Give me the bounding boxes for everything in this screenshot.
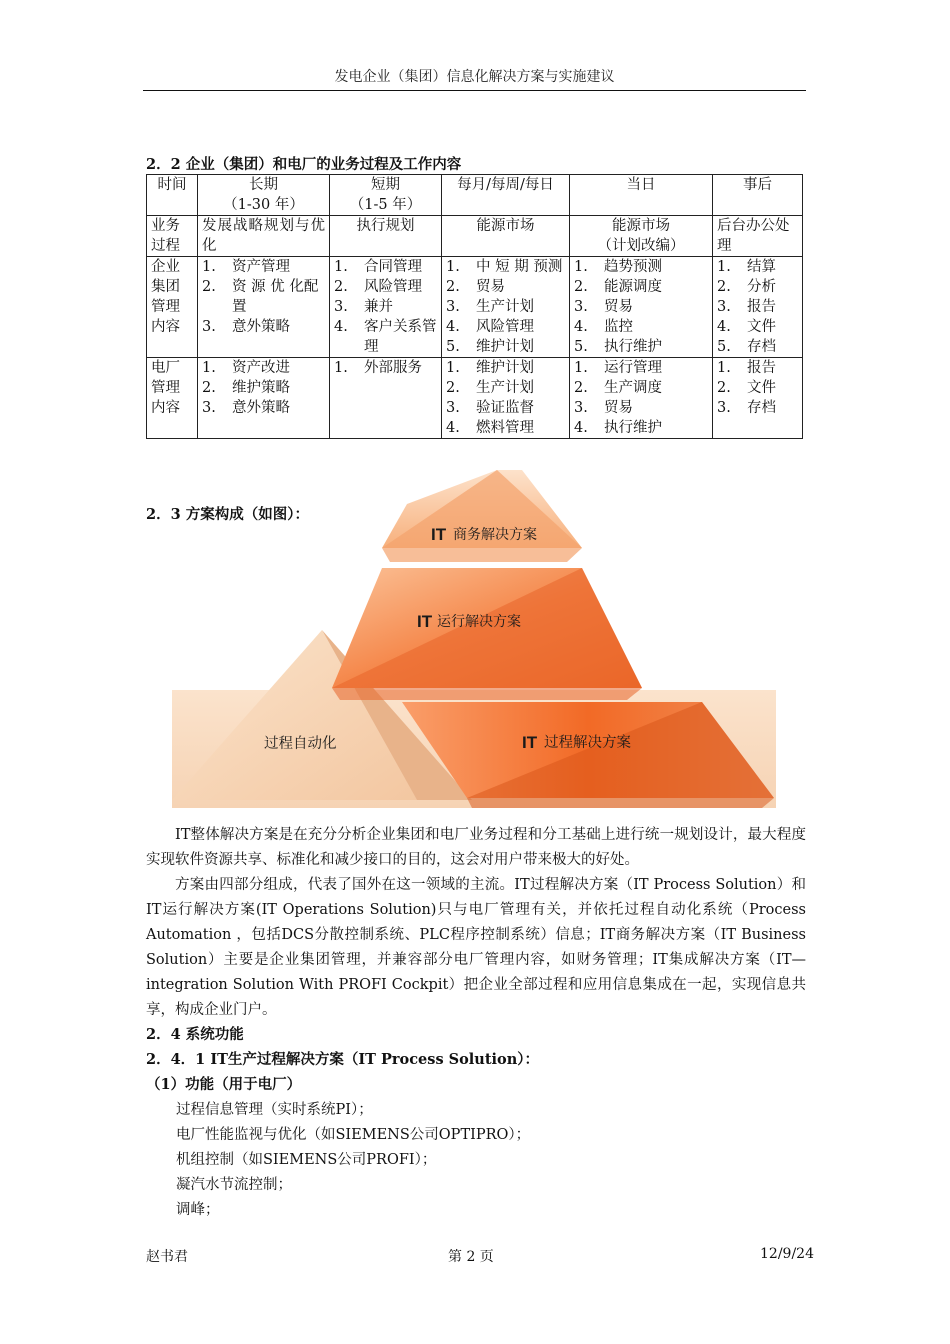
list-item-number: 2.: [717, 279, 731, 295]
list-cell: [713, 257, 803, 358]
footer-author: 赵书君: [146, 1249, 188, 1265]
list-item: [202, 398, 325, 418]
list-item-number: 1.: [202, 259, 216, 275]
list-item-number: 1.: [717, 259, 731, 275]
list-item: [334, 317, 437, 357]
list-cell: [198, 358, 330, 439]
footer-date: 12/9/24: [760, 1246, 814, 1262]
list-item-number: 2.: [717, 380, 731, 396]
list-item-text: 外部服务: [364, 360, 422, 376]
list-cell: [198, 257, 330, 358]
list-item-text: 报告: [747, 360, 776, 376]
list-item-text: 客户关系管理: [364, 319, 437, 355]
list-item-text: 运行管理: [604, 360, 662, 376]
list-item-text: 风险管理: [476, 319, 534, 335]
list-item: [446, 277, 565, 297]
list-item-text: 生产计划: [476, 380, 534, 396]
list-item: [202, 317, 325, 337]
list-item-text: 能源调度: [604, 279, 662, 295]
list-item: [202, 378, 325, 398]
list-item-text: 兼并: [364, 299, 393, 315]
periodic-header: 每月/每周/每日: [442, 175, 570, 216]
function-item: 机组控制（如SIEMENS公司PROFI）；: [176, 1152, 437, 1168]
list-item-number: 2.: [202, 279, 216, 295]
list-item-number: 3.: [202, 319, 216, 335]
business-process-table: [146, 174, 803, 439]
list-item-number: 1.: [334, 360, 348, 376]
list-item: [446, 378, 565, 398]
list-item-text: 资 源 优 化配置: [232, 279, 319, 315]
list-cell: [442, 257, 570, 358]
table-row: [147, 175, 803, 216]
list-item-number: 2.: [574, 380, 588, 396]
list-item-number: 4.: [446, 420, 460, 436]
list-item: [717, 257, 798, 277]
list-item: [446, 257, 565, 277]
list-item-number: 3.: [574, 299, 588, 315]
after-header: 事后: [713, 175, 803, 216]
list-item-text: 趋势预测: [604, 259, 662, 275]
list-item: [717, 378, 798, 398]
time-header-cell: 时间: [147, 175, 198, 216]
list-item: [202, 358, 325, 378]
list-item-number: 5.: [717, 339, 731, 355]
list-item-number: 5.: [574, 339, 588, 355]
list-item-text: 执行维护: [604, 339, 662, 355]
solution-pyramid-diagram: [172, 470, 776, 812]
list-cell: [330, 358, 442, 439]
list-item: [717, 337, 798, 357]
list-cell: [570, 257, 713, 358]
list-item: [574, 398, 708, 418]
list-item: [334, 297, 437, 317]
list-item-text: 存档: [747, 339, 776, 355]
list-item-text: 报告: [747, 299, 776, 315]
list-item-text: 维护策略: [232, 380, 290, 396]
list-item: [717, 317, 798, 337]
table-row: [147, 257, 803, 358]
section-heading-2-2: 2．2 企业（集团）和电厂的业务过程及工作内容: [146, 156, 462, 173]
long-term-header: 长期 （1-30 年）: [198, 175, 330, 216]
middle-block-label: 运行解决方案: [437, 614, 521, 630]
list-item-number: 3.: [717, 400, 731, 416]
list-item-text: 意外策略: [232, 319, 290, 335]
process-label-cell: 业务过程: [147, 216, 198, 257]
list-item-text: 维护计划: [476, 339, 534, 355]
list-item-text: 文件: [747, 319, 776, 335]
list-item: [574, 317, 708, 337]
list-item: [202, 277, 325, 317]
list-item: [334, 277, 437, 297]
top-block-label: 商务解决方案: [453, 527, 537, 543]
list-item-text: 意外策略: [232, 400, 290, 416]
list-item-text: 合同管理: [364, 259, 422, 275]
list-cell: [713, 358, 803, 439]
list-item: [334, 257, 437, 277]
list-item: [446, 358, 565, 378]
table-row: [147, 216, 803, 257]
list-item: [446, 398, 565, 418]
top-it-label: IT: [431, 525, 447, 544]
footer-page-number: 第 2 页: [448, 1249, 494, 1265]
list-item-number: 1.: [574, 259, 588, 275]
function-item: 电厂性能监视与优化（如SIEMENS公司OPTIPRO）；: [176, 1127, 531, 1143]
list-item-number: 4.: [574, 420, 588, 436]
list-item: [574, 297, 708, 317]
list-item-text: 生产调度: [604, 380, 662, 396]
list-item-text: 中 短 期 预测: [476, 259, 563, 275]
list-item: [334, 358, 437, 378]
body-paragraph-2: 方案由四部分组成，代表了国外在这一领域的主流。IT过程解决方案（IT Process Solution）和IT运行解决方案(IT Operations Solution)只与电厂管理有关，并依托过程自动化系统（Process Automation ，包括DCS分散控制系统、PLC程序控制系统）信息；IT商务解决方案（IT Business Solution）主要是企业集团管理，并兼容部分电厂管理内容，如财务管理；IT集成解决方案（IT—integration Solution With PROFI Cockpit）把企业全部过程和应用信息集成在一起，实现信息共享，构成企业门户。: [146, 877, 806, 1018]
body-paragraph-1: IT整体解决方案是在充分分析企业集团和电厂业务过程和分工基础上进行统一规划设计，最大程度实现软件资源共享、标准化和减少接口的目的，这会对用户带来极大的好处。: [146, 827, 806, 868]
list-item-number: 1.: [446, 360, 460, 376]
list-item-number: 4.: [574, 319, 588, 335]
list-item-text: 贸易: [476, 279, 505, 295]
list-item: [574, 277, 708, 297]
list-item-text: 文件: [747, 380, 776, 396]
list-item: [446, 297, 565, 317]
mid-it-label: IT: [417, 612, 433, 631]
right-block-label: 过程解决方案: [544, 735, 631, 751]
list-item: [574, 337, 708, 357]
list-item-text: 执行维护: [604, 420, 662, 436]
process-cell: 执行规划: [330, 216, 442, 257]
list-item-text: 风险管理: [364, 279, 422, 295]
list-item-text: 资产管理: [232, 259, 290, 275]
list-item-number: 2.: [202, 380, 216, 396]
process-cell: 后台办公处理: [713, 216, 803, 257]
list-item-number: 2.: [446, 279, 460, 295]
list-item-text: 贸易: [604, 400, 633, 416]
list-item-number: 2.: [574, 279, 588, 295]
list-item: [446, 317, 565, 337]
same-day-header: 当日: [570, 175, 713, 216]
list-item-number: 4.: [334, 319, 348, 335]
list-item-number: 4.: [446, 319, 460, 335]
process-cell: 能源市场 （计划改编）: [570, 216, 713, 257]
process-cell: 能源市场: [442, 216, 570, 257]
list-item-number: 1.: [446, 259, 460, 275]
list-item-number: 3.: [717, 299, 731, 315]
list-item-number: 3.: [334, 299, 348, 315]
section-heading-2-4-1: 2．4．1 IT生产过程解决方案（IT Process Solution）：: [146, 1051, 540, 1068]
list-item: [717, 297, 798, 317]
table-row: [147, 358, 803, 439]
plant-label-cell: 电厂管理内容: [147, 358, 198, 439]
list-item: [446, 337, 565, 357]
list-item-number: 1.: [574, 360, 588, 376]
list-item-number: 3.: [202, 400, 216, 416]
left-pyramid-label: 过程自动化: [264, 736, 337, 752]
list-item-number: 3.: [446, 299, 460, 315]
list-item-text: 结算: [747, 259, 776, 275]
list-item-number: 1.: [202, 360, 216, 376]
function-item: 凝汽水节流控制；: [176, 1177, 292, 1193]
list-item-text: 资产改进: [232, 360, 290, 376]
right-it-label: IT: [522, 733, 538, 752]
function-heading: （1）功能（用于电厂）: [146, 1076, 302, 1093]
list-item-number: 4.: [717, 319, 731, 335]
page-header: 发电企业（集团）信息化解决方案与实施建议: [143, 66, 806, 91]
list-item-number: 5.: [446, 339, 460, 355]
list-item-text: 监控: [604, 319, 633, 335]
function-item: 过程信息管理（实时系统PI）；: [176, 1102, 373, 1118]
list-item-number: 3.: [574, 400, 588, 416]
function-item: 调峰；: [176, 1202, 220, 1218]
list-item: [717, 398, 798, 418]
list-cell: [570, 358, 713, 439]
list-item-text: 分析: [747, 279, 776, 295]
list-item: [574, 358, 708, 378]
list-item-text: 生产计划: [476, 299, 534, 315]
list-cell: [330, 257, 442, 358]
list-item-text: 存档: [747, 400, 776, 416]
list-item-text: 维护计划: [476, 360, 534, 376]
list-item: [574, 378, 708, 398]
list-item: [446, 418, 565, 438]
list-item-number: 3.: [446, 400, 460, 416]
group-label-cell: 企业集团管理内容: [147, 257, 198, 358]
list-item: [717, 358, 798, 378]
list-item-number: 1.: [334, 259, 348, 275]
list-item-number: 1.: [717, 360, 731, 376]
process-cell: 发展战略规划与优化: [198, 216, 330, 257]
list-item-text: 贸易: [604, 299, 633, 315]
section-heading-2-4: 2．4 系统功能: [146, 1026, 244, 1043]
list-item-number: 2.: [446, 380, 460, 396]
list-item: [574, 257, 708, 277]
list-item-text: 验证监督: [476, 400, 534, 416]
section-heading-2-3: 2．3 方案构成（如图）：: [146, 506, 309, 523]
list-item: [574, 418, 708, 438]
list-item: [202, 257, 325, 277]
list-cell: [442, 358, 570, 439]
list-item-text: 燃料管理: [476, 420, 534, 436]
short-term-header: 短期 （1-5 年）: [330, 175, 442, 216]
list-item-number: 2.: [334, 279, 348, 295]
list-item: [717, 277, 798, 297]
